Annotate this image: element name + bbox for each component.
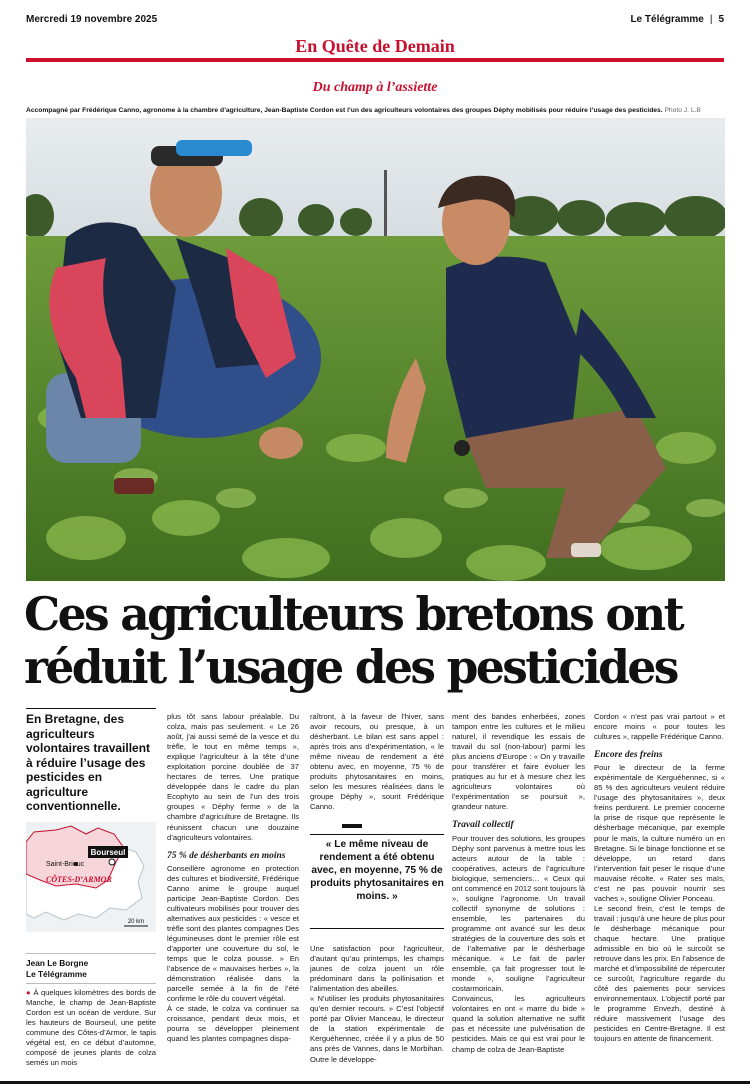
brand-separator: | bbox=[709, 14, 713, 25]
map-label-region: CÔTES-D’ARMOR bbox=[46, 875, 112, 884]
photo-caption bbox=[26, 106, 724, 115]
map-label-bourseul: Bourseul bbox=[90, 848, 126, 857]
article-lead bbox=[26, 988, 156, 1068]
col4-paragraph-2: Pour trouver des solutions, les groupes Déphy sont parvenus à mettre tous les acteurs autour de la table : coopératives, acteurs de l’agriculture biologique, semenciers… « Ceux qui ont commencé en 2012 sont toujours là », souligne l’agronome. Un travail collectif synonyme de solutions : ensemble, les partenaires du programme ont avancé sur les deux stratégies de la couverture des sols et de l’alternative par le désherbage mécanique. « Le fait de parler ensemble, ça fait progresser tout le monde », souligne l’agriculteur costarmoricain. bbox=[452, 833, 585, 994]
col5-paragraph-3: Le second frein, c’est le temps de travail : jusqu’à une heure de plus pour le désherbage mécanique pour chaque hectare. Une pratique admissible en bio où le surcoût se retrouve dans les prix. En l’absence de marché et d’impossibilité de répercuter ce surcoût, l’agriculture regarde du côté des paiements pour services environnementaux. L’objectif porté par le programme Envezh, destiné à réduire massivement l’usage des pesticides en Centre-Bretagne. Il est toujours en attente de financement. bbox=[594, 903, 725, 1044]
page-header bbox=[26, 14, 724, 30]
article-column-3-continued bbox=[310, 944, 444, 1065]
col5-paragraph-1: Cordon « n’est pas vrai partout » et encore moins « pour toutes les cultures », rappelle Frédérique Canno. bbox=[594, 712, 725, 742]
article-column-3 bbox=[310, 712, 444, 812]
headline-line-2: réduit l’usage des pesticides bbox=[24, 640, 677, 694]
col2-paragraph-2: Conseillère agronome en protection des cultures et biodiversité, Frédérique Canno anime le groupe auquel participe Jean-Baptiste Cordon. Des cultivateurs mobilisés pour trouver des alternatives aux pesticides : « vesce et trèfle sont des plantes compagnes Des légumineuses dont le premier rôle est d’apporter une couverture du sol, le temps que le colza pousse. » En l’absence de « mauvaises herbes », la démonstration réalisée dans la parcelle semée à la fin de l’été confirme le rôle du couvert végétal. bbox=[167, 863, 299, 1004]
col2-paragraph-3: À ce stade, le colza va continuer sa croissance, pendant deux mois, et pourra se développer pleinement quand les plantes compagnes dispa- bbox=[167, 1004, 299, 1044]
pullquote-marker bbox=[342, 824, 362, 828]
article-column-2 bbox=[167, 712, 299, 1045]
section-rubric: En Quête de Demain bbox=[295, 36, 455, 56]
byline-divider-top bbox=[26, 953, 156, 954]
col4-paragraph-1: ment des bandes enherbées, zones tampon entre les cultures et le milieu naturel, il revendique les essais de travail du sol (non-labour) parmi les plus anciens d’Europe : « On y travaille pour transférer et faire évoluer les pratiques au fur et à mesure chez les agriculteurs volontaires où l’expérimentation se poursuit », grandeur nature. bbox=[452, 712, 585, 812]
col4-paragraph-3: Convaincus, les agriculteurs volontaires en ont « marre du bide » quand la solution alternative ne suffit pas et nécessite une pulvérisation de pesticides. Mais ce qui est vrai pour le champ de colza de Jean-Baptiste bbox=[452, 994, 585, 1054]
chapo-divider bbox=[26, 708, 156, 709]
section-subrubric: Du champ à l’assiette bbox=[312, 80, 438, 95]
map-label-saint-brieuc: Saint-Brieuc bbox=[46, 861, 85, 868]
lead-text: À quelques kilomètres des bords de Manche, le champ de Jean-Baptiste Cordon est un océan de verdure. Sur les hauteurs de Bourseul, une petite commune des Côtes-d’Armor, le tapis végétal est, en ce début d’automne, composé de jeunes plants de colza semés un mois bbox=[26, 988, 156, 1068]
col2-subheading: 75 % de désherbants en moins bbox=[167, 850, 286, 861]
article-column-5 bbox=[594, 712, 725, 1045]
col4-subheading: Travail collectif bbox=[452, 820, 514, 831]
pullquote-rule-top bbox=[310, 834, 444, 835]
photo-credit: Photo J. L.B bbox=[664, 107, 701, 114]
rubric-divider bbox=[26, 58, 724, 62]
location-map bbox=[26, 822, 156, 932]
article-photo bbox=[26, 118, 725, 581]
col2-paragraph-1: plus tôt sans labour préalable. Du colza, mais pas seulement. « Le 26 août, j’ai aussi semé de la vesce et du trèfle, le tout en même temps », explique l’agriculteur à la tête d’une exploitation porcine doublée de 37 hectares de terres. Une pratique développée dans le cadre du plan Ecophyto au sein de l’un des trois groupes « Déphy ferme » de la chambre d’agriculture de Bretagne. Ils réunissent chacun une douzaine d’agriculteurs volontaires. bbox=[167, 712, 299, 842]
col5-subheading: Encore des freins bbox=[594, 750, 663, 761]
headline-line-1: Ces agriculteurs bretons ont bbox=[24, 587, 682, 641]
col3-paragraph-2: Une satisfaction pour l’agriculteur, d’autant qu’au printemps, les champs jaunes de colza jouent un rôle prédominant dans la pollinisation et l’alimentation des abeilles. bbox=[310, 944, 444, 994]
byline bbox=[26, 958, 156, 979]
pullquote: « Le même niveau de rendement a été obtenu avec, en moyenne, 75 % de produits phytosanitaires en moins. » bbox=[310, 839, 444, 902]
map-scale: 20 km bbox=[127, 919, 145, 925]
brand-name: Le Télégramme bbox=[630, 14, 704, 25]
farmers-in-field-image bbox=[26, 118, 725, 581]
newspaper-brand bbox=[630, 14, 724, 25]
article-column-4 bbox=[452, 712, 585, 1055]
issue-date: Mercredi 19 novembre 2025 bbox=[26, 14, 158, 25]
lead-bullet: ● bbox=[26, 988, 34, 997]
caption-text: Accompagné par Frédérique Canno, agronome à la chambre d’agriculture, Jean-Baptiste Cordon est l’un des agriculteurs volontaires des groupes Déphy mobilisés pour réduire l’usage des pesticides. bbox=[26, 107, 663, 114]
pullquote-rule-bottom bbox=[310, 928, 444, 929]
col3-paragraph-1: raîtront, à la faveur de l’hiver, sans avoir recours, ou presque, à un désherbant. Le bilan est sans appel : après trois ans d’expérimentation, « le même niveau de rendement a été obtenu avec, en moyenne, 75 % de produits phytosanitaires en moins, selon les mesures réalisées dans le groupe Déphy », sourit Frédérique Canno. bbox=[310, 712, 444, 812]
byline-divider-bottom bbox=[26, 983, 156, 984]
article-headline bbox=[24, 588, 730, 694]
author-name: Jean Le Borgne bbox=[26, 958, 89, 968]
cotes-darmor-map bbox=[26, 822, 156, 932]
col3-paragraph-3: « N’utiliser les produits phytosanitaires qu’en dernier recours. » C’est l’objectif porté par Olivier Manceau, le directeur de la station expérimentale de Kerguéhennec, créée il y a plus de 50 ans près de Vannes, dans le Morbihan. Outre le développe- bbox=[310, 994, 444, 1064]
bourseul-marker bbox=[109, 859, 115, 865]
author-outlet: Le Télégramme bbox=[26, 968, 87, 979]
col5-paragraph-2: Pour le directeur de la ferme expérimentale de Kerguéhennec, si « 85 % des agriculteurs veulent réduire l’usage des phytosanitaires », deux freins perdurent. Le premier concerne la prise de risque que représente le désherbage mécanique, par exemple pour le maïs, la culture numéro un en Bretagne. Si le binage fonctionne et se développe, un retard dans l’intervention fait peser le risque d’une mauvaise récolte. « Rater ses maïs, c’est ne pas pouvoir nourrir ses vaches », souligne Olivier Ponceau. bbox=[594, 763, 725, 903]
article-standfirst: En Bretagne, des agriculteurs volontaires travaillent à réduire l’usage des pesticides en agriculture conventionnelle. bbox=[26, 712, 151, 813]
page-number: 5 bbox=[718, 14, 724, 25]
